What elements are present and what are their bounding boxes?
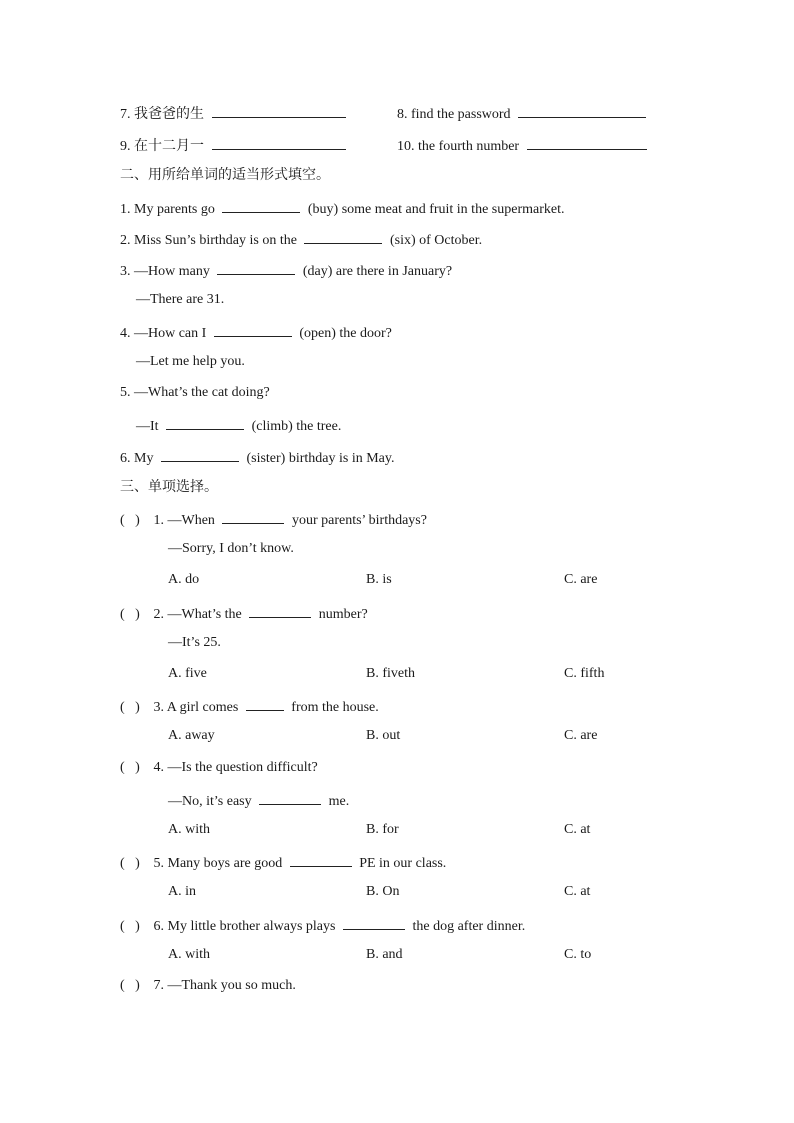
- section-2-title: 二、用所给单词的适当形式填空。: [120, 167, 330, 183]
- option-a[interactable]: A. with: [168, 947, 210, 962]
- answer-blank[interactable]: [518, 103, 646, 118]
- question-text: (climb) the tree.: [251, 419, 342, 434]
- option-c[interactable]: C. at: [564, 822, 591, 837]
- question-text: (sister) birthday is in May.: [246, 451, 395, 466]
- question-text: 5. Many boys are good: [153, 856, 283, 871]
- vocab-chinese-text: 在十二月一: [134, 138, 204, 154]
- answer-paren[interactable]: ( ): [120, 607, 140, 622]
- answer-blank[interactable]: [222, 198, 300, 213]
- question-text: 6. My little brother always plays: [153, 919, 336, 934]
- fill-question-5: 5. —What’s the cat doing?: [120, 385, 270, 400]
- question-text: (open) the door?: [299, 326, 392, 341]
- option-b[interactable]: B. and: [366, 947, 403, 962]
- option-c[interactable]: C. to: [564, 947, 592, 962]
- question-text: me.: [328, 794, 350, 809]
- answer-blank[interactable]: [212, 103, 346, 118]
- option-c[interactable]: C. fifth: [564, 666, 605, 681]
- question-text: 1. My parents go: [120, 202, 215, 217]
- answer-blank[interactable]: [166, 415, 244, 430]
- option-b[interactable]: B. for: [366, 822, 399, 837]
- answer-blank[interactable]: [214, 322, 292, 337]
- option-a[interactable]: A. do: [168, 572, 200, 587]
- question-subline: —Sorry, I don’t know.: [168, 541, 294, 556]
- answer-blank[interactable]: [259, 790, 321, 805]
- option-c[interactable]: C. at: [564, 884, 591, 899]
- option-a[interactable]: A. in: [168, 884, 196, 899]
- answer-blank[interactable]: [161, 447, 239, 462]
- question-text: 2. —What’s the: [153, 607, 242, 622]
- question-text: PE in our class.: [359, 856, 447, 871]
- section-3-title: 三、单项选择。: [120, 479, 218, 495]
- question-text: number?: [318, 607, 368, 622]
- vocab-item-10: [397, 135, 651, 156]
- option-b[interactable]: B. On: [366, 884, 400, 899]
- question-text: 4. —How can I: [120, 326, 207, 341]
- answer-blank[interactable]: [527, 135, 647, 150]
- choice-question-1: [120, 509, 427, 530]
- answer-paren[interactable]: ( ): [120, 700, 140, 715]
- choice-question-4: [120, 759, 318, 777]
- answer-line: —There are 31.: [136, 292, 225, 307]
- question-text: (day) are there in January?: [302, 264, 453, 279]
- choice-question-7: [120, 977, 296, 995]
- fill-question-2: [120, 229, 482, 250]
- question-subline: [168, 790, 349, 811]
- choice-question-5: [120, 852, 446, 873]
- answer-paren[interactable]: ( ): [120, 856, 140, 871]
- option-b[interactable]: B. out: [366, 728, 401, 743]
- question-text: 6. My: [120, 451, 154, 466]
- answer-blank[interactable]: [222, 509, 284, 524]
- vocab-item-9: [120, 135, 350, 156]
- option-c[interactable]: C. are: [564, 572, 598, 587]
- vocab-item-8: [397, 103, 650, 124]
- answer-paren[interactable]: ( ): [120, 978, 140, 993]
- choice-question-6: [120, 915, 525, 936]
- option-b[interactable]: B. is: [366, 572, 392, 587]
- question-text: 3. —How many: [120, 264, 210, 279]
- answer-blank[interactable]: [290, 852, 352, 867]
- option-b[interactable]: B. fiveth: [366, 666, 415, 681]
- answer-blank[interactable]: [249, 603, 311, 618]
- vocab-number: 9.: [120, 139, 131, 154]
- fill-question-1: [120, 198, 564, 219]
- question-text: 2. Miss Sun’s birthday is on the: [120, 233, 297, 248]
- vocab-item-7: [120, 103, 350, 124]
- answer-paren[interactable]: ( ): [120, 760, 140, 775]
- question-subline: —It’s 25.: [168, 635, 221, 650]
- vocab-english-text: 10. the fourth number: [397, 139, 520, 154]
- answer-blank[interactable]: [343, 915, 405, 930]
- question-text: —No, it’s easy: [168, 794, 252, 809]
- question-text: 4. —Is the question difficult?: [153, 760, 318, 775]
- fill-question-3: [120, 260, 452, 281]
- question-text: from the house.: [291, 700, 379, 715]
- choice-question-2: [120, 603, 368, 624]
- answer-paren[interactable]: ( ): [120, 513, 140, 528]
- question-text: your parents’ birthdays?: [291, 513, 427, 528]
- answer-blank[interactable]: [304, 229, 382, 244]
- question-text: —It: [136, 419, 159, 434]
- vocab-chinese-text: 我爸爸的生: [134, 106, 204, 122]
- answer-blank[interactable]: [246, 696, 284, 711]
- answer-blank[interactable]: [212, 135, 346, 150]
- vocab-number: 7.: [120, 107, 131, 122]
- question-text: (buy) some meat and fruit in the supermarket.: [307, 202, 565, 217]
- answer-paren[interactable]: ( ): [120, 919, 140, 934]
- option-a[interactable]: A. five: [168, 666, 207, 681]
- question-text: 1. —When: [153, 513, 215, 528]
- choice-question-3: [120, 696, 379, 717]
- vocab-english-text: 8. find the password: [397, 107, 511, 122]
- question-text: (six) of October.: [389, 233, 483, 248]
- fill-question-6: [120, 447, 394, 468]
- fill-question-5-answer: [136, 415, 341, 436]
- question-text: 3. A girl comes: [153, 700, 239, 715]
- answer-line: —Let me help you.: [136, 354, 245, 369]
- question-text: 7. —Thank you so much.: [153, 978, 296, 993]
- answer-blank[interactable]: [217, 260, 295, 275]
- option-a[interactable]: A. away: [168, 728, 215, 743]
- option-c[interactable]: C. are: [564, 728, 598, 743]
- option-a[interactable]: A. with: [168, 822, 210, 837]
- question-text: the dog after dinner.: [412, 919, 526, 934]
- fill-question-4: [120, 322, 392, 343]
